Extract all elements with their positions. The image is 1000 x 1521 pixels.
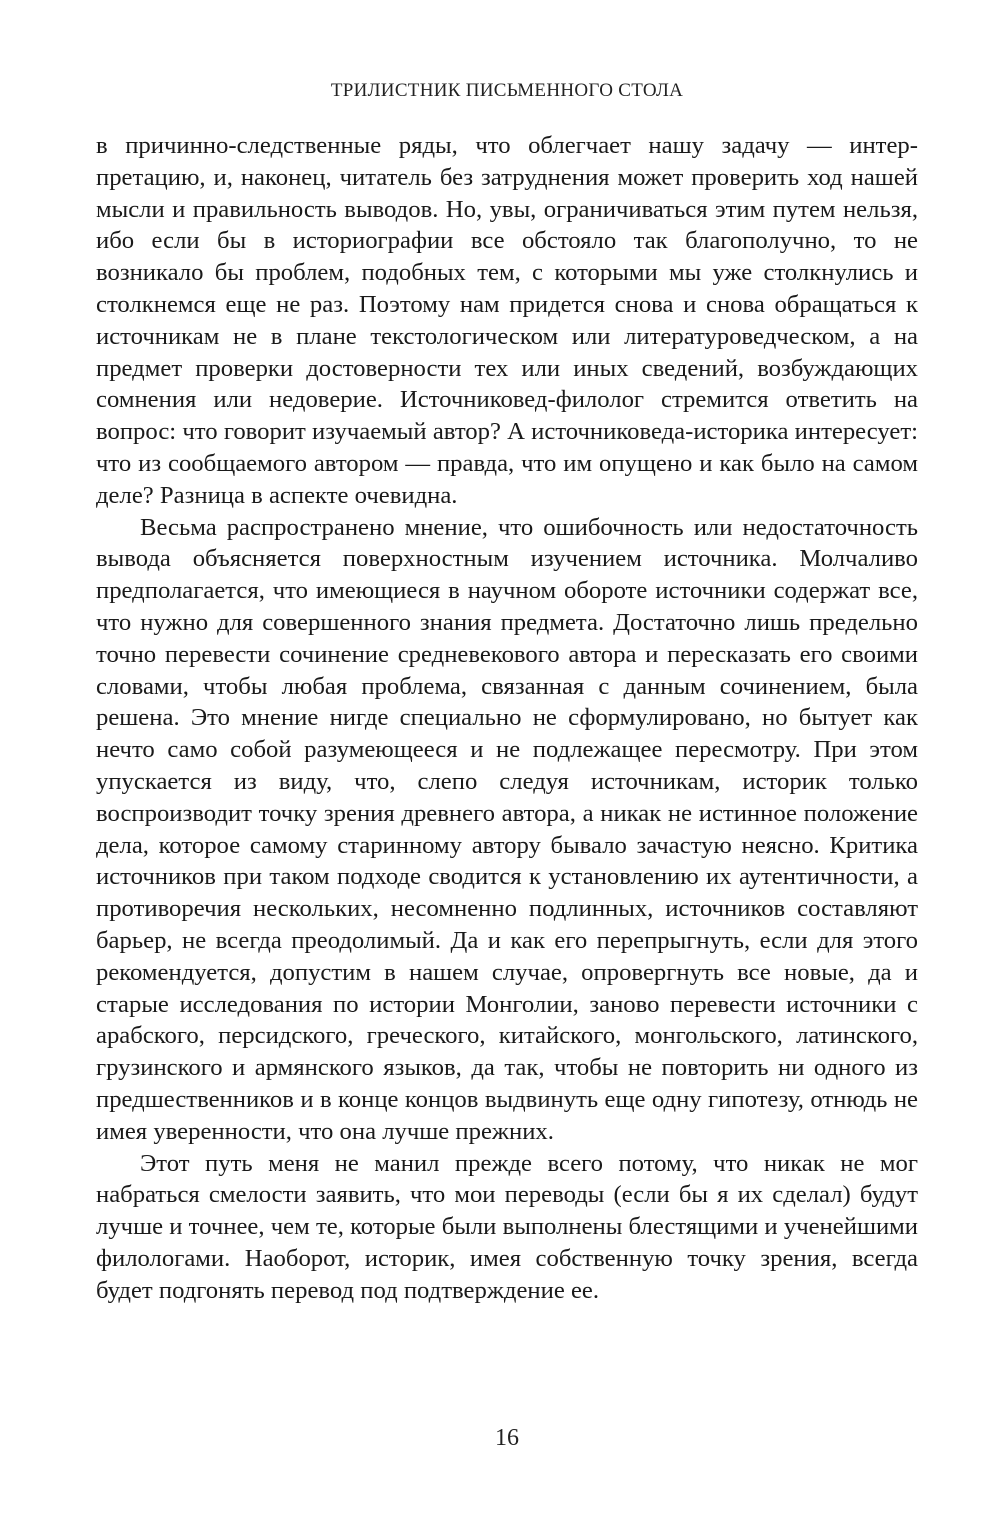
running-head: ТРИЛИСТНИК ПИСЬМЕННОГО СТОЛА (330, 80, 684, 101)
paragraph: в причинно-следственные ряды, что облегчает нашу задачу — интерпретацию, и, наконец, читатель без затруднения может проверить ход нашей мысли и правильность выводов. Но, увы, ограничиваться этим путем нельзя, ибо если бы в историографии все обстояло так благополучно, то не возникало бы проблем, подобных тем, с которыми мы уже столкнулись и столкнемся еще не раз. Поэтому нам придется снова и снова обращаться к источникам не в плане текстологическом или литературоведческом, а на предмет проверки достоверности тех или иных сведений, возбуждающих сомнения или недоверие. Источниковед-филолог стремится ответить на вопрос: что говорит изучаемый автор? А источниковеда-историка интересует: что из сообщаемого автором — правда, что им опущено и как было на самом деле? Разница в аспекте очевидна. (96, 132, 918, 509)
body-text (96, 130, 918, 1306)
page-number: 16 (495, 1425, 519, 1451)
book-page (96, 0, 918, 1521)
paragraph: Этот путь меня не манил прежде всего потому, что никак не мог набраться смелости заявить, что мои переводы (если бы я их сделал) будут лучше и точнее, чем те, которые были выполнены блестящими и ученейшими филологами. Наоборот, историк, имея собственную точку зрения, всегда будет подгонять перевод под подтверждение ее. (96, 1149, 918, 1304)
paragraph: Весьма распространено мнение, что ошибочность или недостаточность вывода объясняется поверхностным изучением источника. Молчаливо предполагается, что имеющиеся в научном обороте источники содержат все, что нужно для совершенного знания предмета. Достаточно лишь предельно точно перевести сочинение средневекового автора и пересказать его своими словами, чтобы любая проблема, связанная с данным сочинением, была решена. Это мнение нигде специально не сформулировано, но бытует как нечто само собой разумеющееся и не подлежащее пересмотру. При этом упускается из виду, что, слепо следуя источникам, историк только воспроизводит точку зрения древнего автора, а никак не истинное положение дела, которое самому старинному автору бывало зачастую неясно. Критика источников при таком подходе сводится к установлению их аутентичности, а противоречия нескольких, несомненно подлинных, источников составляют барьер, не всегда преодолимый. Да и как его перепрыгнуть, если для этого рекомендуется, допустим в нашем случае, опровергнуть все новые, да и старые исследования по истории Монголии, заново перевести источники с арабского, персидского, греческого, китайского, монгольского, латинского, грузинского и армянского языков, да так, чтобы не повторить ни одного из предшественников и в конце концов выдвинуть еще одну гипотезу, отнюдь не имея уверенности, что она лучше прежних. (96, 513, 918, 1145)
